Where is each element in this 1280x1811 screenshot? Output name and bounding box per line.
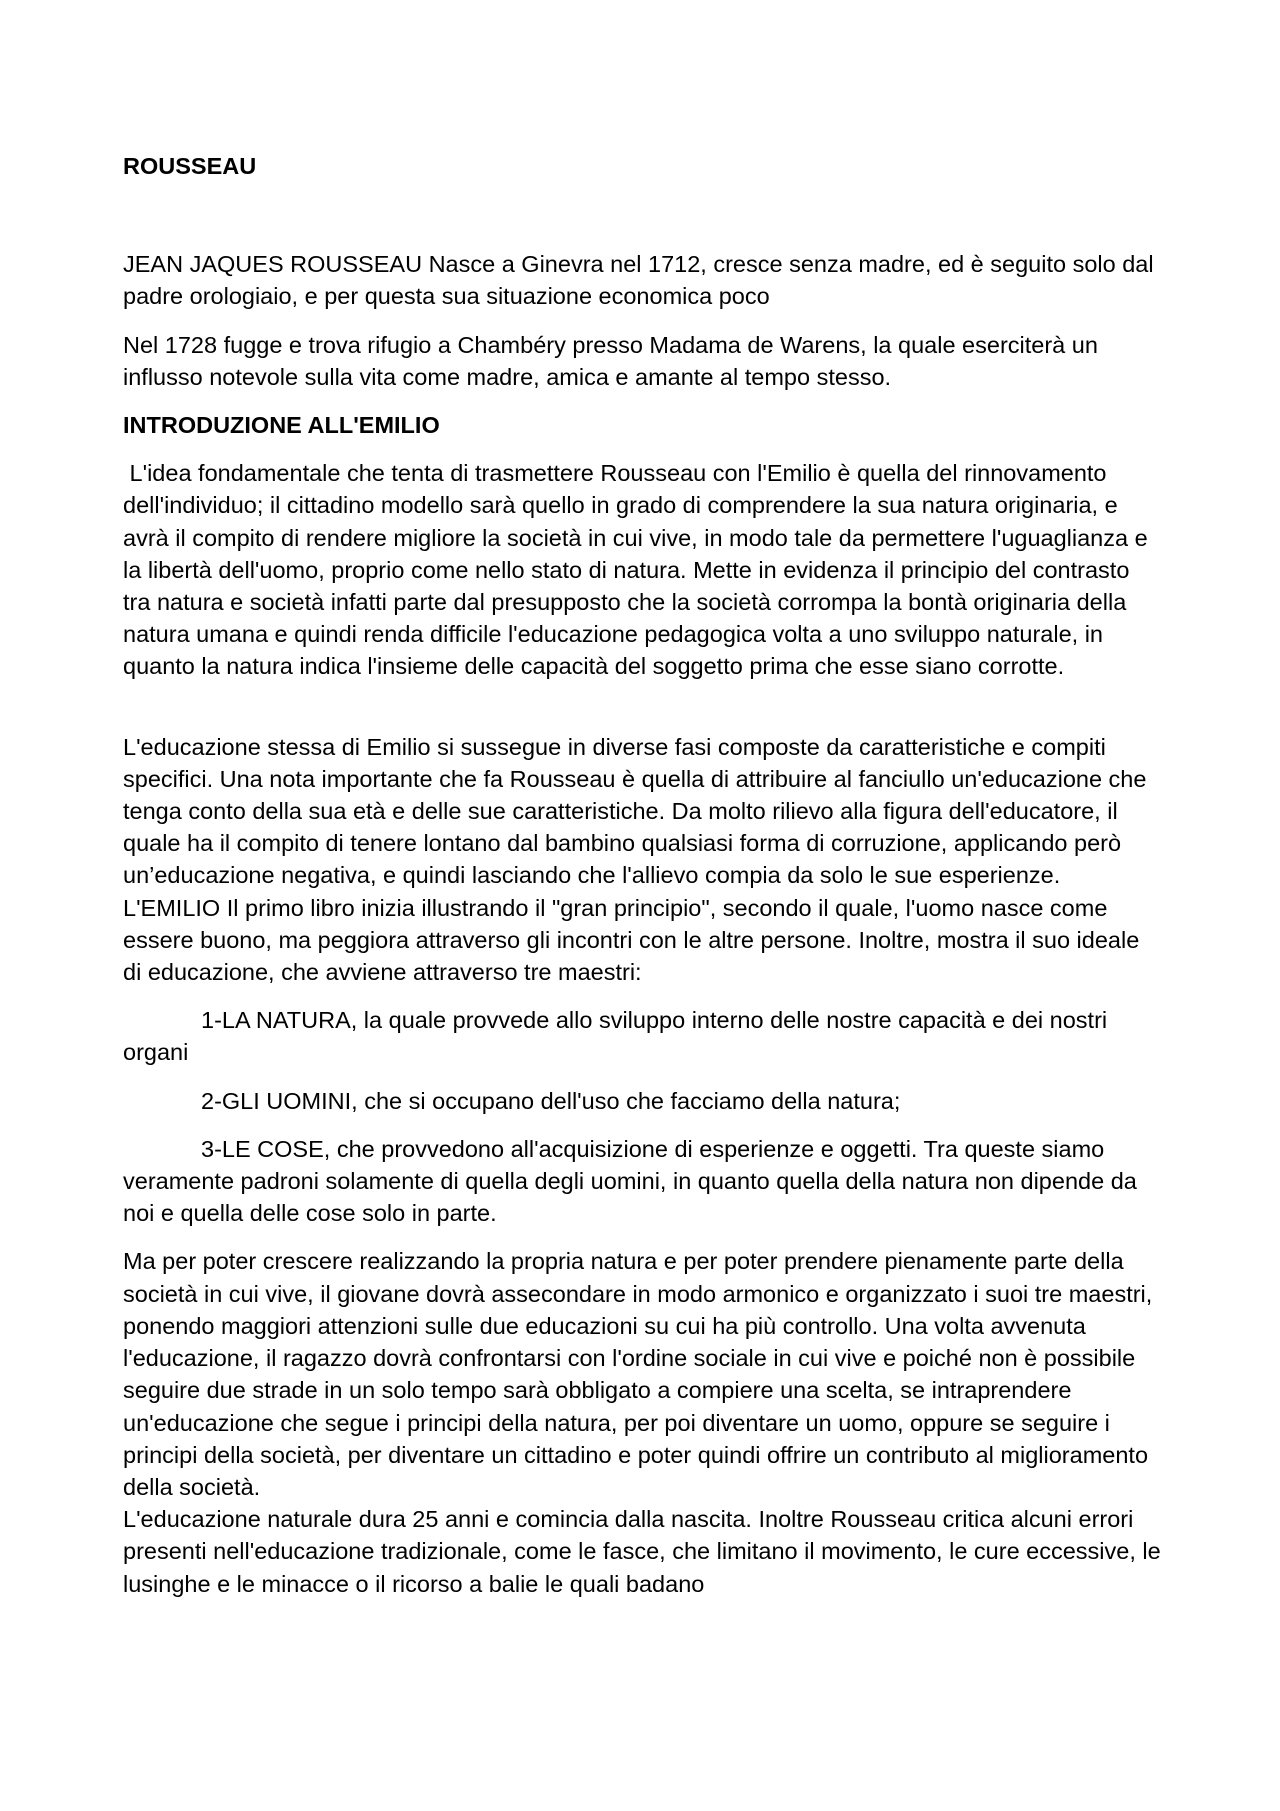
emilio-paragraph-1: L'idea fondamentale che tenta di trasmettere Rousseau con l'Emilio è quella del rinnovamento dell'individuo; il cittadino modello sarà quello in grado di comprendere la sua natura originaria, e avrà il compito di rendere migliore la società in cui vive, in modo tale da permettere l'uguaglianza e la libertà dell'uomo, proprio come nello stato di natura. Mette in evidenza il principio del contrasto tra natura e società infatti parte dal presupposto che la società corrompa la bontà originaria della natura umana e quindi renda difficile l'educazione pedagogica volta a uno sviluppo naturale, in quanto la natura indica l'insieme delle capacità del soggetto prima che esse siano corrotte. <box>123 460 1155 680</box>
emilio-paragraph-4: L'educazione naturale dura 25 anni e comincia dalla nascita. Inoltre Rousseau critica alcuni errori presenti nell'educazione tradizionale, come le fasce, che limitano il movimento, le cure eccessive, le lusinghe e le minacce o il ricorso a balie le quali badano <box>123 1506 1161 1597</box>
intro-paragraph-1: JEAN JAQUES ROUSSEAU Nasce a Ginevra nel 1712, cresce senza madre, ed è seguito solo dal padre orologiaio, e per questa sua situazione economica poco <box>123 251 1154 310</box>
emilio-paragraph-2: L'educazione stessa di Emilio si sussegue in diverse fasi composte da caratteristiche e compiti specifici. Una nota importante che fa Rousseau è quella di attribuire al fanciullo un'educazione che tenga conto della sua età e delle sue caratteristiche. Da molto rilievo alla figura dell'educatore, il quale ha il compito di tenere lontano dal bambino qualsiasi forma di corruzione, applicando però un’educazione negativa, e quindi lasciando che l'allievo compia da solo le sue esperienze. L'EMILIO Il primo libro inizia illustrando il "gran principio", secondo il quale, l'uomo nasce come essere buono, ma peggiora attraverso gli incontri con le altre persone. Inoltre, mostra il suo ideale di educazione, che avviene attraverso tre maestri: <box>123 733 1147 986</box>
section-heading-emilio: INTRODUZIONE ALL'EMILIO <box>123 412 440 439</box>
paragraph-spacer <box>123 683 1163 731</box>
document-body <box>123 150 1163 1600</box>
maestro-item-3: 3-LE COSE, che provvedono all'acquisizione di esperienze e oggetti. Tra queste siamo veramente padroni solamente di quella degli uomini, in quanto quella della natura non dipende da noi e quella delle cose solo in parte. <box>123 1135 1137 1227</box>
intro-paragraph-2: Nel 1728 fugge e trova rifugio a Chambéry presso Madama de Warens, la quale eserciterà un influsso notevole sulla vita come madre, amica e amante al tempo stesso. <box>123 331 1098 390</box>
maestro-item-1: 1-LA NATURA, la quale provvede allo sviluppo interno delle nostre capacità e dei nostri organi <box>123 1007 1108 1066</box>
document-title: ROUSSEAU <box>123 153 257 179</box>
maestro-item-2: 2-GLI UOMINI, che si occupano dell'uso che facciamo della natura; <box>201 1087 901 1114</box>
emilio-paragraph-3: Ma per poter crescere realizzando la propria natura e per poter prendere pienamente parte della società in cui vive, il giovane dovrà assecondare in modo armonico e organizzato i suoi tre maestri, ponendo maggiori attenzioni sulle due educazioni su cui ha più controllo. Una volta avvenuta l'educazione, il ragazzo dovrà confrontarsi con l'ordine sociale in cui vive e poiché non è possibile seguire due strade in un solo tempo sarà obbligato a compiere una scelta, se intraprendere un'educazione che segue i principi della natura, per poi diventare un uomo, oppure se seguire i principi della società, per diventare un cittadino e poter quindi offrire un contributo al miglioramento della società. <box>123 1248 1153 1500</box>
